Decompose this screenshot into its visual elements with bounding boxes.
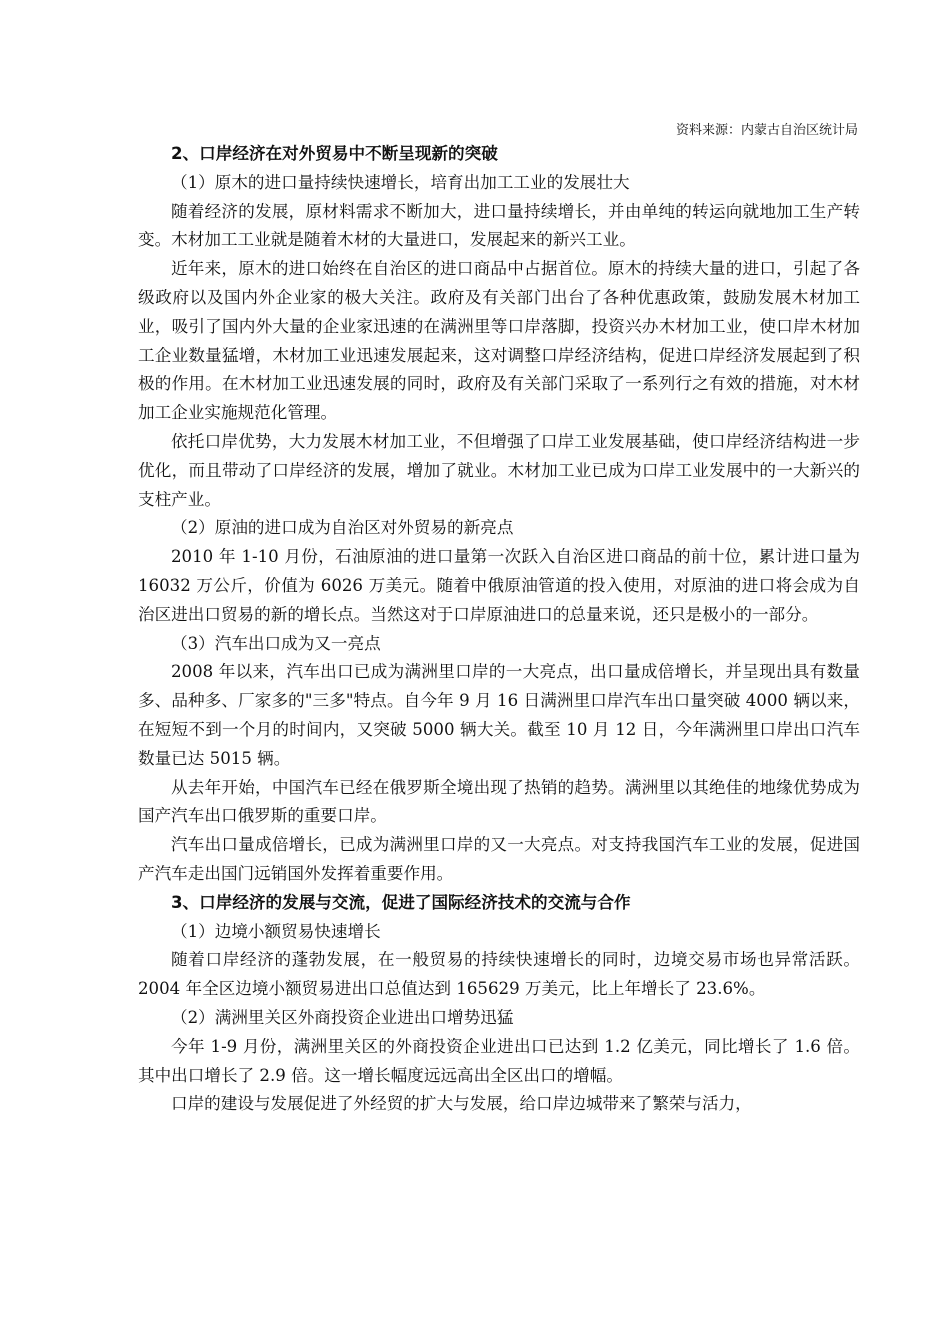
paragraph: 近年来，原木的进口始终在自治区的进口商品中占据首位。原木的持续大量的进口，引起了各级政府以及国内外企业家的极大关注。政府及有关部门出台了各种优惠政策，鼓励发展木材加工业，吸引了国内外大量的企业家迅速的在满洲里等口岸落脚，投资兴办木材加工业，使口岸木材加工企业数量猛增，木材加工业迅速发展起来，这对调整口岸经济结构，促进口岸经济发展起到了积极的作用。在木材加工业迅速发展的同时，政府及有关部门采取了一系列行之有效的措施，对木材加工企业实施规范化管理。 (138, 259, 860, 423)
paragraph: 随着口岸经济的蓬勃发展，在一般贸易的持续快速增长的同时，边境交易市场也异常活跃。2004 年全区边境小额贸易进出口总值达到 165629 万美元，比上年增长了 23.6%。 (138, 950, 860, 999)
document-body (138, 140, 860, 1119)
paragraph: 依托口岸优势，大力发展木材加工业，不但增强了口岸工业发展基础，使口岸经济结构进一步优化，而且带动了口岸经济的发展，增加了就业。木材加工业已成为口岸工业发展中的一大新兴的支柱产业。 (138, 431, 860, 509)
paragraph: 从去年开始，中国汽车已经在俄罗斯全境出现了热销的趋势。满洲里以其绝佳的地缘优势成为国产汽车出口俄罗斯的重要口岸。 (138, 777, 860, 826)
subsection-2-3-title: （3）汽车出口成为又一亮点 (171, 633, 381, 653)
subsection-3-2-title: （2）满洲里关区外商投资企业进出口增势迅猛 (171, 1007, 514, 1027)
section-2-heading: 2、口岸经济在对外贸易中不断呈现新的突破 (171, 144, 498, 163)
source-note: 资料来源：内蒙古自治区统计局 (675, 123, 858, 138)
subsection-3-1-title: （1）边境小额贸易快速增长 (171, 921, 381, 941)
paragraph: 今年 1-9 月份，满洲里关区的外商投资企业进出口已达到 1.2 亿美元，同比增长了 1.6 倍。其中出口增长了 2.9 倍。这一增长幅度远远高出全区出口的增幅。 (138, 1036, 860, 1085)
subsection-2-2-title: （2）原油的进口成为自治区对外贸易的新亮点 (171, 518, 514, 538)
paragraph: 2008 年以来，汽车出口已成为满洲里口岸的一大亮点，出口量成倍增长，并呈现出具有数量多、品种多、厂家多的"三多"特点。自今年 9 月 16 日满洲里口岸汽车出口量突破 4000 辆以来，在短短不到一个月的时间内，又突破 5000 辆大关。截至 10 月 12 日，今年满洲里口岸出口汽车数量已达 5015 辆。 (138, 662, 860, 768)
subsection-2-1-title: （1）原木的进口量持续快速增长，培育出加工工业的发展壮大 (171, 172, 630, 192)
paragraph: 口岸的建设与发展促进了外经贸的扩大与发展，给口岸边城带来了繁荣与活力， (171, 1094, 752, 1114)
paragraph: 随着经济的发展，原材料需求不断加大，进口量持续增长，并由单纯的转运向就地加工生产转变。木材加工工业就是随着木材的大量进口，发展起来的新兴工业。 (138, 201, 860, 250)
section-3-heading: 3、口岸经济的发展与交流，促进了国际经济技术的交流与合作 (171, 892, 631, 912)
paragraph: 2010 年 1-10 月份，石油原油的进口量第一次跃入自治区进口商品的前十位，累计进口量为 16032 万公斤，价值为 6026 万美元。随着中俄原油管道的投入使用，对原油的进口将会成为自治区进出口贸易的新的增长点。当然这对于口岸原油进口的总量来说，还只是极小的一部分。 (138, 547, 860, 624)
paragraph: 汽车出口量成倍增长，已成为满洲里口岸的又一大亮点。对支持我国汽车工业的发展，促进国产汽车走出国门远销国外发挥着重要作用。 (138, 835, 860, 883)
